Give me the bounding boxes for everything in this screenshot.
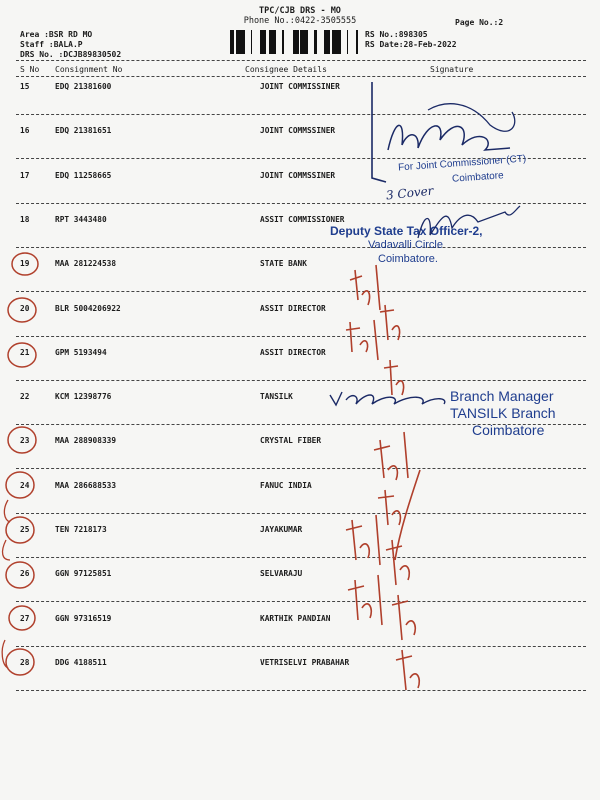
row-consignee-name: TANSILK (260, 392, 293, 401)
row-consignee-name: CRYSTAL FIBER (260, 436, 322, 445)
area-label: Area :BSR RD MO (20, 30, 93, 39)
signature-bracket (372, 82, 386, 182)
row-consignment-number: GGN 97125851 (55, 569, 112, 578)
page-number: Page No.:2 (455, 18, 504, 27)
red-handwriting (346, 265, 420, 690)
row-serial-number: 21 (20, 348, 30, 357)
tansilk-stamp-line2: TANSILK Branch (450, 405, 556, 421)
row-consignment-number: EDQ 11258665 (55, 171, 112, 180)
deputy-stamp-line2: Vadavalli Circle (368, 239, 443, 251)
row-consignee-name: SELVARAJU (260, 569, 303, 578)
row-consignment-number: BLR 5004206922 (55, 304, 121, 313)
row-serial-number: 19 (20, 259, 30, 268)
phone-number: Phone No.:0422-3505555 (243, 16, 357, 26)
row-serial-number: 27 (20, 614, 30, 623)
row-consignee-name: ASSIT DIRECTOR (260, 348, 326, 357)
row-consignee-name: JOINT COMMISSINER (260, 82, 340, 91)
row-serial-number: 23 (20, 436, 30, 445)
row-serial-number: 26 (20, 569, 30, 578)
row-consignee-name: STATE BANK (260, 259, 307, 268)
left-margin-marks (2, 500, 10, 668)
col-header-consignment: Consignment No (55, 65, 123, 74)
red-circle-marks (6, 253, 38, 675)
tansilk-stamp-line1: Branch Manager (450, 388, 554, 404)
row-consignment-number: GPM 5193494 (55, 348, 107, 357)
row-serial-number: 28 (20, 658, 30, 667)
col-header-sno: S No (20, 65, 40, 74)
row-consignee-name: KARTHIK PANDIAN (260, 614, 331, 623)
tansilk-signature (330, 392, 445, 405)
row-consignee-name: JOINT COMMSSINER (260, 126, 336, 135)
rs-date: RS Date:28-Feb-2022 (365, 40, 457, 49)
row-serial-number: 17 (20, 171, 30, 180)
row-consignment-number: TEN 7218173 (55, 525, 107, 534)
row-consignee-name: ASSIT DIRECTOR (260, 304, 326, 313)
row-serial-number: 16 (20, 126, 30, 135)
row-serial-number: 20 (20, 304, 30, 313)
sheet-title: TPC/CJB DRS - MO (259, 6, 341, 16)
row-consignee-name: ASSIT COMMISSIONER (260, 215, 345, 224)
row-consignee-name: FANUC INDIA (260, 481, 312, 490)
handwritten-cover-note: 3 Cover (385, 183, 435, 203)
row-consignment-number: EDQ 21381600 (55, 82, 112, 91)
row-consignment-number: MAA 288908339 (55, 436, 117, 445)
signature-scribble-2 (428, 104, 515, 132)
deputy-stamp-line1: Deputy State Tax Officer-2, (330, 224, 483, 238)
staff-label: Staff :BALA.P (20, 40, 83, 49)
row-consignee-name: JOINT COMMSSINER (260, 171, 336, 180)
row-serial-number: 24 (20, 481, 30, 490)
joint-commissioner-stamp-line1: For Joint Commissioner (CT) (397, 153, 527, 174)
row-serial-number: 25 (20, 525, 30, 534)
row-serial-number: 15 (20, 82, 30, 91)
deputy-stamp-line3: Coimbatore. (378, 253, 438, 265)
row-consignee-name: JAYAKUMAR (260, 525, 303, 534)
rs-number: RS No.:898305 (365, 30, 428, 39)
tansilk-stamp-line3: Coimbatore (472, 422, 545, 438)
col-header-consignee: Consignee Details (245, 65, 327, 74)
drs-number: DRS No. :DCJB89830502 (20, 50, 122, 59)
row-consignment-number: MAA 286688533 (55, 481, 117, 490)
row-serial-number: 22 (20, 392, 30, 401)
signature-scribble-1 (388, 125, 510, 150)
row-consignment-number: MAA 281224538 (55, 259, 117, 268)
row-consignment-number: EDQ 21381651 (55, 126, 112, 135)
row-serial-number: 18 (20, 215, 30, 224)
row-consignee-name: VETRISELVI PRABAHAR (260, 658, 350, 667)
row-consignment-number: DDG 4188511 (55, 658, 107, 667)
row-consignment-number: GGN 97316519 (55, 614, 112, 623)
row-consignment-number: KCM 12398776 (55, 392, 112, 401)
col-header-signature: Signature (430, 65, 474, 74)
row-consignment-number: RPT 3443480 (55, 215, 107, 224)
signature-scribble-3 (418, 206, 520, 238)
joint-commissioner-stamp-line2: Coimbatore (451, 170, 505, 185)
